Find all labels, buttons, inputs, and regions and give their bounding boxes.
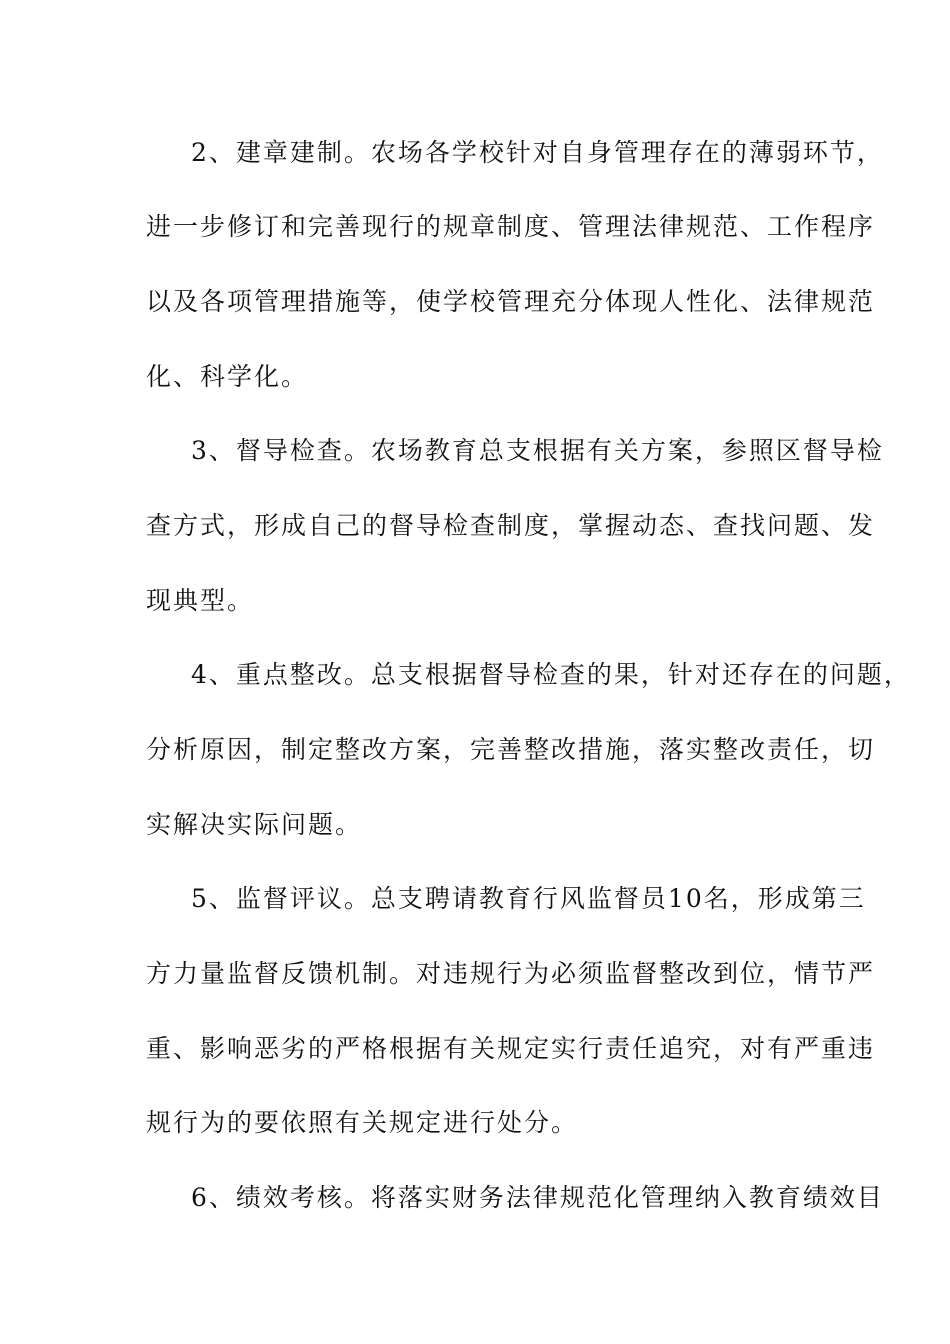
paragraph-line: 3、督导检查。农场教育总支根据有关方案，参照区督导检 <box>191 436 884 465</box>
paragraph-line: 6、绩效考核。将落实财务法律规范化管理纳入教育绩效目 <box>191 1183 884 1212</box>
paragraph-line: 查方式，形成自己的督导检查制度，掌握动态、查找问题、发 <box>146 511 876 540</box>
paragraph-line: 以及各项管理措施等，使学校管理充分体现人性化、法律规范 <box>146 287 876 316</box>
paragraph-line: 化、科学化。 <box>146 362 309 391</box>
paragraph-line: 4、重点整改。总支根据督导检查的果，针对还存在的问题， <box>191 660 911 689</box>
paragraph-line: 2、建章建制。农场各学校针对自身管理存在的薄弱环节， <box>191 138 884 167</box>
paragraph-line: 实解决实际问题。 <box>146 810 363 839</box>
paragraph-line: 分析原因，制定整改方案，完善整改措施，落实整改责任，切 <box>146 735 876 764</box>
paragraph-line: 进一步修订和完善现行的规章制度、管理法律规范、工作程序 <box>146 212 876 241</box>
paragraph-line: 方力量监督反馈机制。对违规行为必须监督整改到位，情节严 <box>146 959 876 988</box>
paragraph-line: 规行为的要依照有关规定进行处分。 <box>146 1108 579 1137</box>
paragraph-line: 现典型。 <box>146 586 255 615</box>
paragraph-line: 重、影响恶劣的严格根据有关规定实行责任追究，对有严重违 <box>146 1034 876 1063</box>
paragraph-line: 5、监督评议。总支聘请教育行风监督员10名，形成第三 <box>191 884 866 913</box>
